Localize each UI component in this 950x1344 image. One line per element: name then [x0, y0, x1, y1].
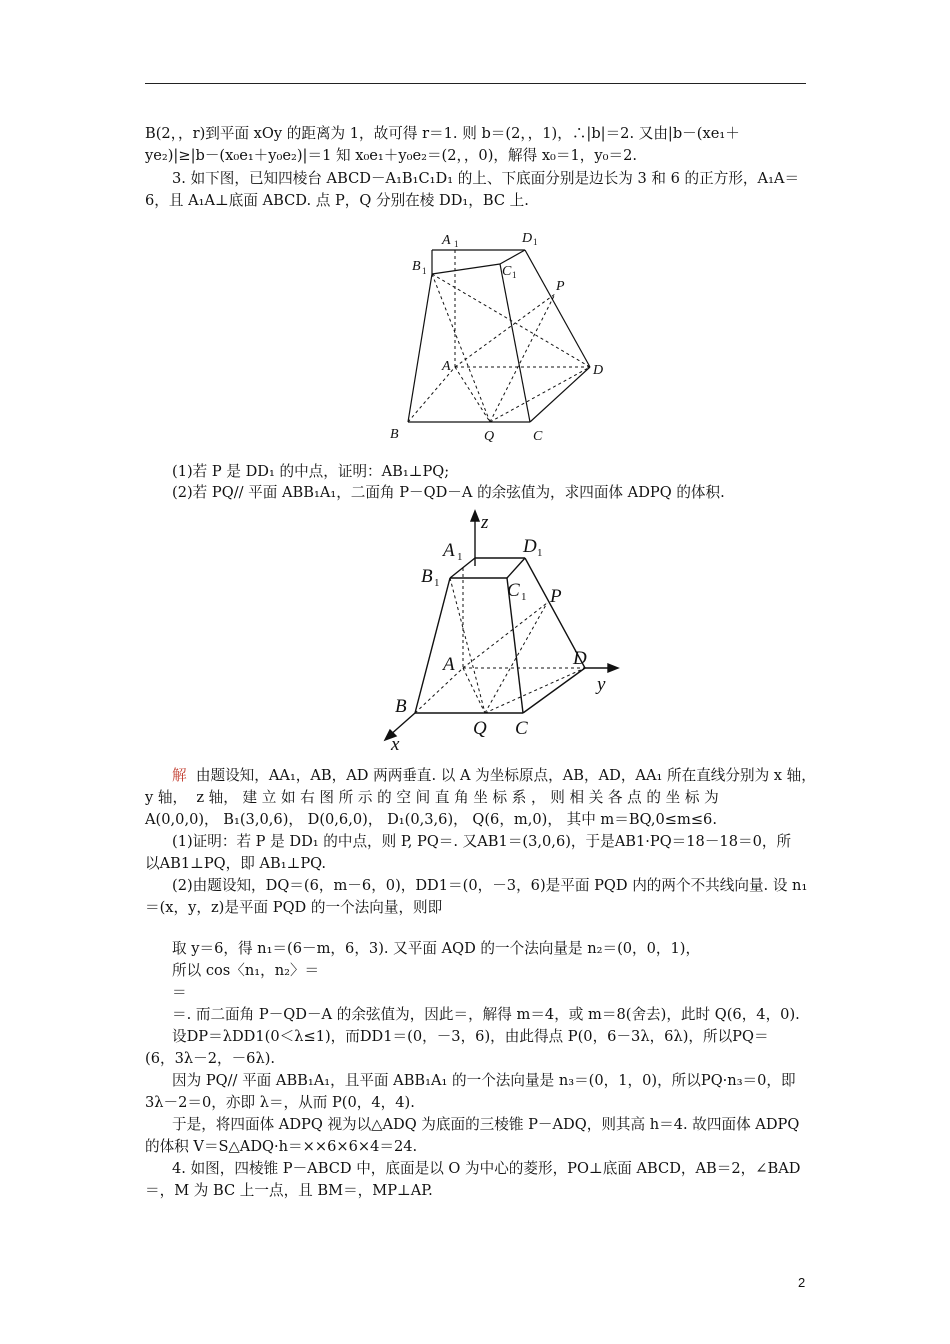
fig2-label-C: C [515, 718, 528, 739]
fig2-label-Q: Q [473, 718, 487, 739]
svg-text:1: 1 [457, 551, 463, 563]
text-line-2: ye₂)|≥|b－(x₀e₁＋y₀e₂)|＝1 知 x₀e₁＋y₀e₂＝(2，，0)，解得 x₀＝1，y₀＝2. [145, 147, 637, 164]
fig1-label-B1: B [412, 259, 421, 274]
fig1-label-Q: Q [484, 429, 495, 444]
fig1-label-D1: D [522, 231, 533, 246]
text-line-17: ＝. 而二面角 P－QD－A 的余弦值为，因此＝，解得 m＝4，或 m＝8(舍去)，此时 Q(6，4，0). [172, 1006, 800, 1023]
text-line-4: 6，且 A₁A⊥底面 ABCD. 点 P，Q 分别在棱 DD₁，BC 上. [145, 192, 529, 209]
svg-text:1: 1 [434, 577, 440, 589]
svg-text:1: 1 [422, 266, 427, 276]
header-rule [145, 83, 806, 84]
text-line-3: 3. 如下图，已知四棱台 ABCD－A₁B₁C₁D₁ 的上、下底面分别是边长为 3 和 6 的正方形，A₁A＝ [172, 170, 800, 187]
text-line-5: (1)若 P 是 DD₁ 的中点，证明：AB₁⊥PQ; [172, 463, 450, 480]
fig2-label-B: B [395, 696, 407, 717]
fig2-label-P: P [550, 586, 562, 607]
fig1-label-C1: C [502, 264, 512, 279]
figure-frustum-2 [375, 508, 625, 753]
fig2-label-C1: C [507, 580, 520, 601]
text-line-22: 于是，将四面体 ADPQ 视为以△ADQ 为底面的三棱锥 P－ADQ，则其高 h＝4. 故四面体 ADPQ [172, 1116, 800, 1133]
text-line-19: (6，3λ－2，－6λ). [145, 1050, 276, 1067]
fig2-label-B1: B [421, 566, 433, 587]
text-line-15: 所以 cos〈n₁，n₂〉＝ [172, 962, 320, 979]
fig1-label-A: A [442, 359, 451, 374]
text-line-12: (2)由题设知，DQ＝(6，m－6，0)，DD1＝(0，－3，6)是平面 PQD 内的两个不共线向量. 设 n₁ [172, 877, 808, 894]
text-line-21: 3λ－2＝0，亦即 λ＝，从而 P(0，4，4). [145, 1094, 415, 1111]
svg-text:1: 1 [537, 547, 543, 559]
fig2-label-A1: A [443, 540, 455, 561]
fig1-label-C: C [533, 429, 543, 444]
text-line-1: B(2，，r)到平面 xOy 的距离为 1，故可得 r＝1. 则 b＝(2，，1)，∴|b|＝2. 又由|b－(xe₁＋ [145, 125, 740, 142]
text-line-13: ＝(x，y，z)是平面 PQD 的一个法向量，则即 [145, 899, 443, 916]
text-line-10: (1)证明：若 P 是 DD₁ 的中点，则 P, PQ＝. 又AB1＝(3,0,6)，于是AB1·PQ＝18－18＝0，所 [172, 833, 792, 850]
fig1-label-D: D [593, 363, 604, 378]
text-line-16: ＝ [172, 984, 187, 1001]
text-line-24: 4. 如图，四棱锥 P－ABCD 中，底面是以 O 为中心的菱形，PO⊥底面 ABCD，AB＝2，∠BAD [172, 1160, 801, 1177]
fig1-label-P: P [556, 279, 565, 294]
fig2-label-A: A [443, 654, 455, 675]
text-line-11: 以AB1⊥PQ，即 AB₁⊥PQ. [145, 855, 327, 872]
text-line-14: 取 y＝6，得 n₁＝(6－m，6，3). 又平面 AQD 的一个法向量是 n₂＝(0，0，1)， [172, 940, 701, 957]
axis-label-z: z [481, 512, 489, 533]
svg-text:1: 1 [521, 591, 527, 603]
text-line-20: 因为 PQ// 平面 ABB₁A₁，且平面 ABB₁A₁ 的一个法向量是 n₃＝(0，1，0)，所以PQ·n₃＝0，即 [172, 1072, 796, 1089]
fig1-label-A1: A [442, 233, 451, 248]
text-line-8: y 轴， z 轴， 建 立 如 右 图 所 示 的 空 间 直 角 坐 标 系 ， 则 相 关 各 点 的 坐 标 为 [145, 789, 719, 806]
text-line-9: A(0,0,0)， B₁(3,0,6)， D(0,6,0)， D₁(0,3,6)， Q(6，m,0)， 其中 m＝BQ,0≤m≤6. [145, 811, 717, 828]
text-line-23: 的体积 V＝S△ADQ·h＝××6×6×4＝24. [145, 1138, 418, 1155]
svg-text:1: 1 [533, 237, 538, 247]
axis-label-x: x [391, 734, 400, 753]
page-number: 2 [798, 1275, 806, 1290]
svg-text:1: 1 [454, 239, 459, 249]
fig2-label-D: D [573, 648, 587, 669]
svg-text:1: 1 [512, 270, 517, 280]
solution-line-1: 解 由题设知，AA₁，AB，AD 两两垂直. 以 A 为坐标原点，AB，AD，AA₁ 所在直线分别为 x 轴， [172, 767, 816, 784]
axis-label-y: y [597, 674, 606, 695]
solution-label: 解 [172, 767, 187, 784]
fig1-label-B: B [390, 427, 399, 442]
figure-frustum-1 [380, 212, 610, 452]
text-line-6: (2)若 PQ// 平面 ABB₁A₁，二面角 P－QD－A 的余弦值为，求四面体 ADPQ 的体积. [172, 484, 725, 501]
text-line-18: 设DP＝λDD1(0＜λ≤1)，而DD1＝(0，－3，6)，由此得点 P(0，6－3λ，6λ)，所以PQ＝ [172, 1028, 769, 1045]
text-line-25: ＝，M 为 BC 上一点，且 BM＝，MP⊥AP. [145, 1182, 433, 1199]
fig2-label-D1: D [523, 536, 537, 557]
